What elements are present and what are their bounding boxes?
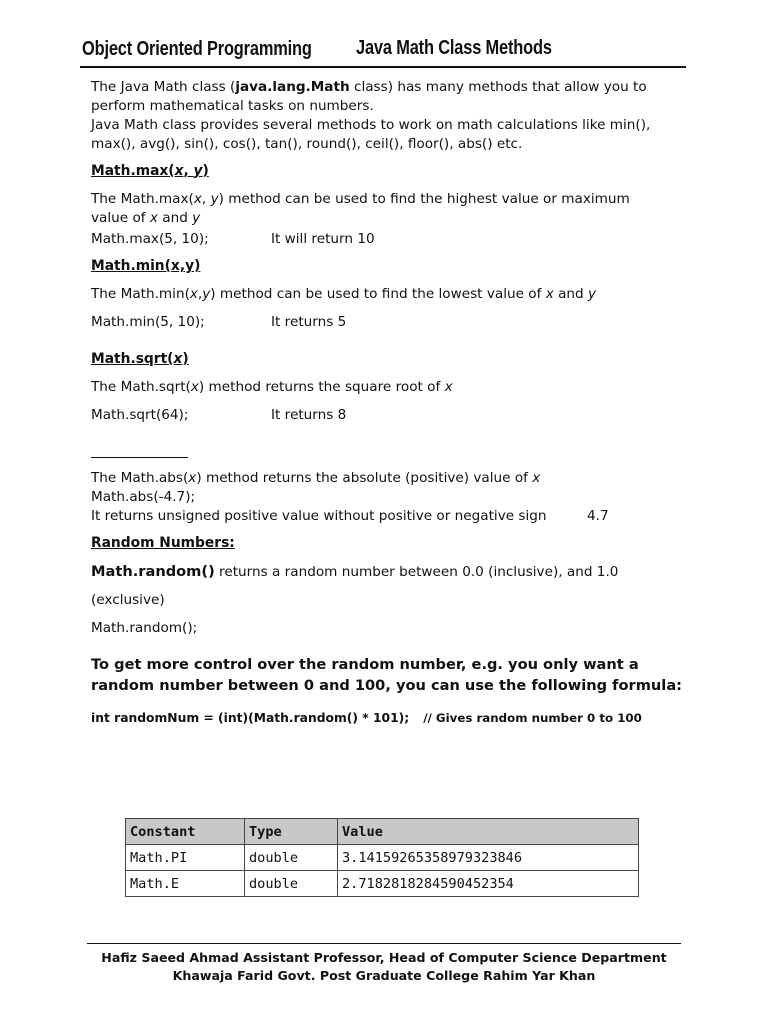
cell-value: 2.7182818284590452354 — [338, 871, 639, 897]
abs-example: Math.abs(-4.7); — [91, 489, 196, 505]
max-result: It will return 10 — [271, 231, 375, 247]
random-formula: int randomNum = (int)(Math.random() * 101); // Gives random number 0 to 100 — [91, 711, 642, 725]
abs-note: It returns unsigned positive value without positive or negative sign — [91, 508, 547, 524]
random-description-2: (exclusive) — [91, 592, 165, 608]
random-example: Math.random(); — [91, 620, 198, 636]
constants-table — [125, 818, 639, 897]
cell-type: double — [245, 845, 338, 871]
abs-result: 4.7 — [587, 508, 609, 524]
course-title: Object Oriented Programming — [82, 38, 312, 60]
random-heading: Random Numbers: — [91, 535, 235, 551]
max-description-2: value of x and y — [91, 210, 201, 226]
footer-rule — [87, 943, 681, 944]
table-row — [126, 871, 639, 897]
header-type: Type — [245, 819, 338, 845]
table-row — [126, 845, 639, 871]
random-description: Math.random() returns a random number between 0.0 (inclusive), and 1.0 — [91, 563, 619, 580]
min-result: It returns 5 — [271, 314, 347, 330]
sqrt-description: The Math.sqrt(x) method returns the square root of x — [91, 379, 453, 395]
random-control-line-1: To get more control over the random number, e.g. you only want a — [91, 656, 639, 673]
random-control-line-2: random number between 0 and 100, you can use the following formula: — [91, 677, 682, 694]
footer-line-2: Khawaja Farid Govt. Post Graduate College Rahim Yar Khan — [172, 968, 596, 983]
header-value: Value — [338, 819, 639, 845]
sqrt-result: It returns 8 — [271, 407, 347, 423]
max-example: Math.max(5, 10); — [91, 231, 209, 247]
intro-line-1: The Java Math class (java.lang.Math class) has many methods that allow you to — [91, 79, 647, 95]
min-description: The Math.min(x,y) method can be used to find the lowest value of x and y — [91, 286, 597, 302]
random-formula-comment: // Gives random number 0 to 100 — [423, 711, 642, 725]
abs-divider — [91, 457, 188, 458]
sqrt-heading: Math.sqrt(x) — [91, 351, 189, 367]
abs-description: The Math.abs(x) method returns the absolute (positive) value of x — [91, 470, 541, 486]
cell-type: double — [245, 871, 338, 897]
cell-value: 3.14159265358979323846 — [338, 845, 639, 871]
topic-title: Java Math Class Methods — [356, 37, 552, 59]
intro-line-4: max(), avg(), sin(), cos(), tan(), round(), ceil(), floor(), abs() etc. — [91, 136, 523, 152]
table-header-row — [126, 819, 639, 845]
intro-line-2: perform mathematical tasks on numbers. — [91, 98, 374, 114]
sqrt-example: Math.sqrt(64); — [91, 407, 189, 423]
min-heading: Math.min(x,y) — [91, 258, 201, 274]
max-heading: Math.max(x, y) — [91, 163, 209, 179]
cell-constant: Math.E — [126, 871, 245, 897]
footer-line-1: Hafiz Saeed Ahmad Assistant Professor, Head of Computer Science Department — [101, 950, 667, 965]
header-rule — [80, 66, 686, 68]
min-example: Math.min(5, 10); — [91, 314, 205, 330]
cell-constant: Math.PI — [126, 845, 245, 871]
intro-line-3: Java Math class provides several methods to work on math calculations like min(), — [91, 117, 651, 133]
header-constant: Constant — [126, 819, 245, 845]
max-description: The Math.max(x, y) method can be used to find the highest value or maximum — [91, 191, 630, 207]
